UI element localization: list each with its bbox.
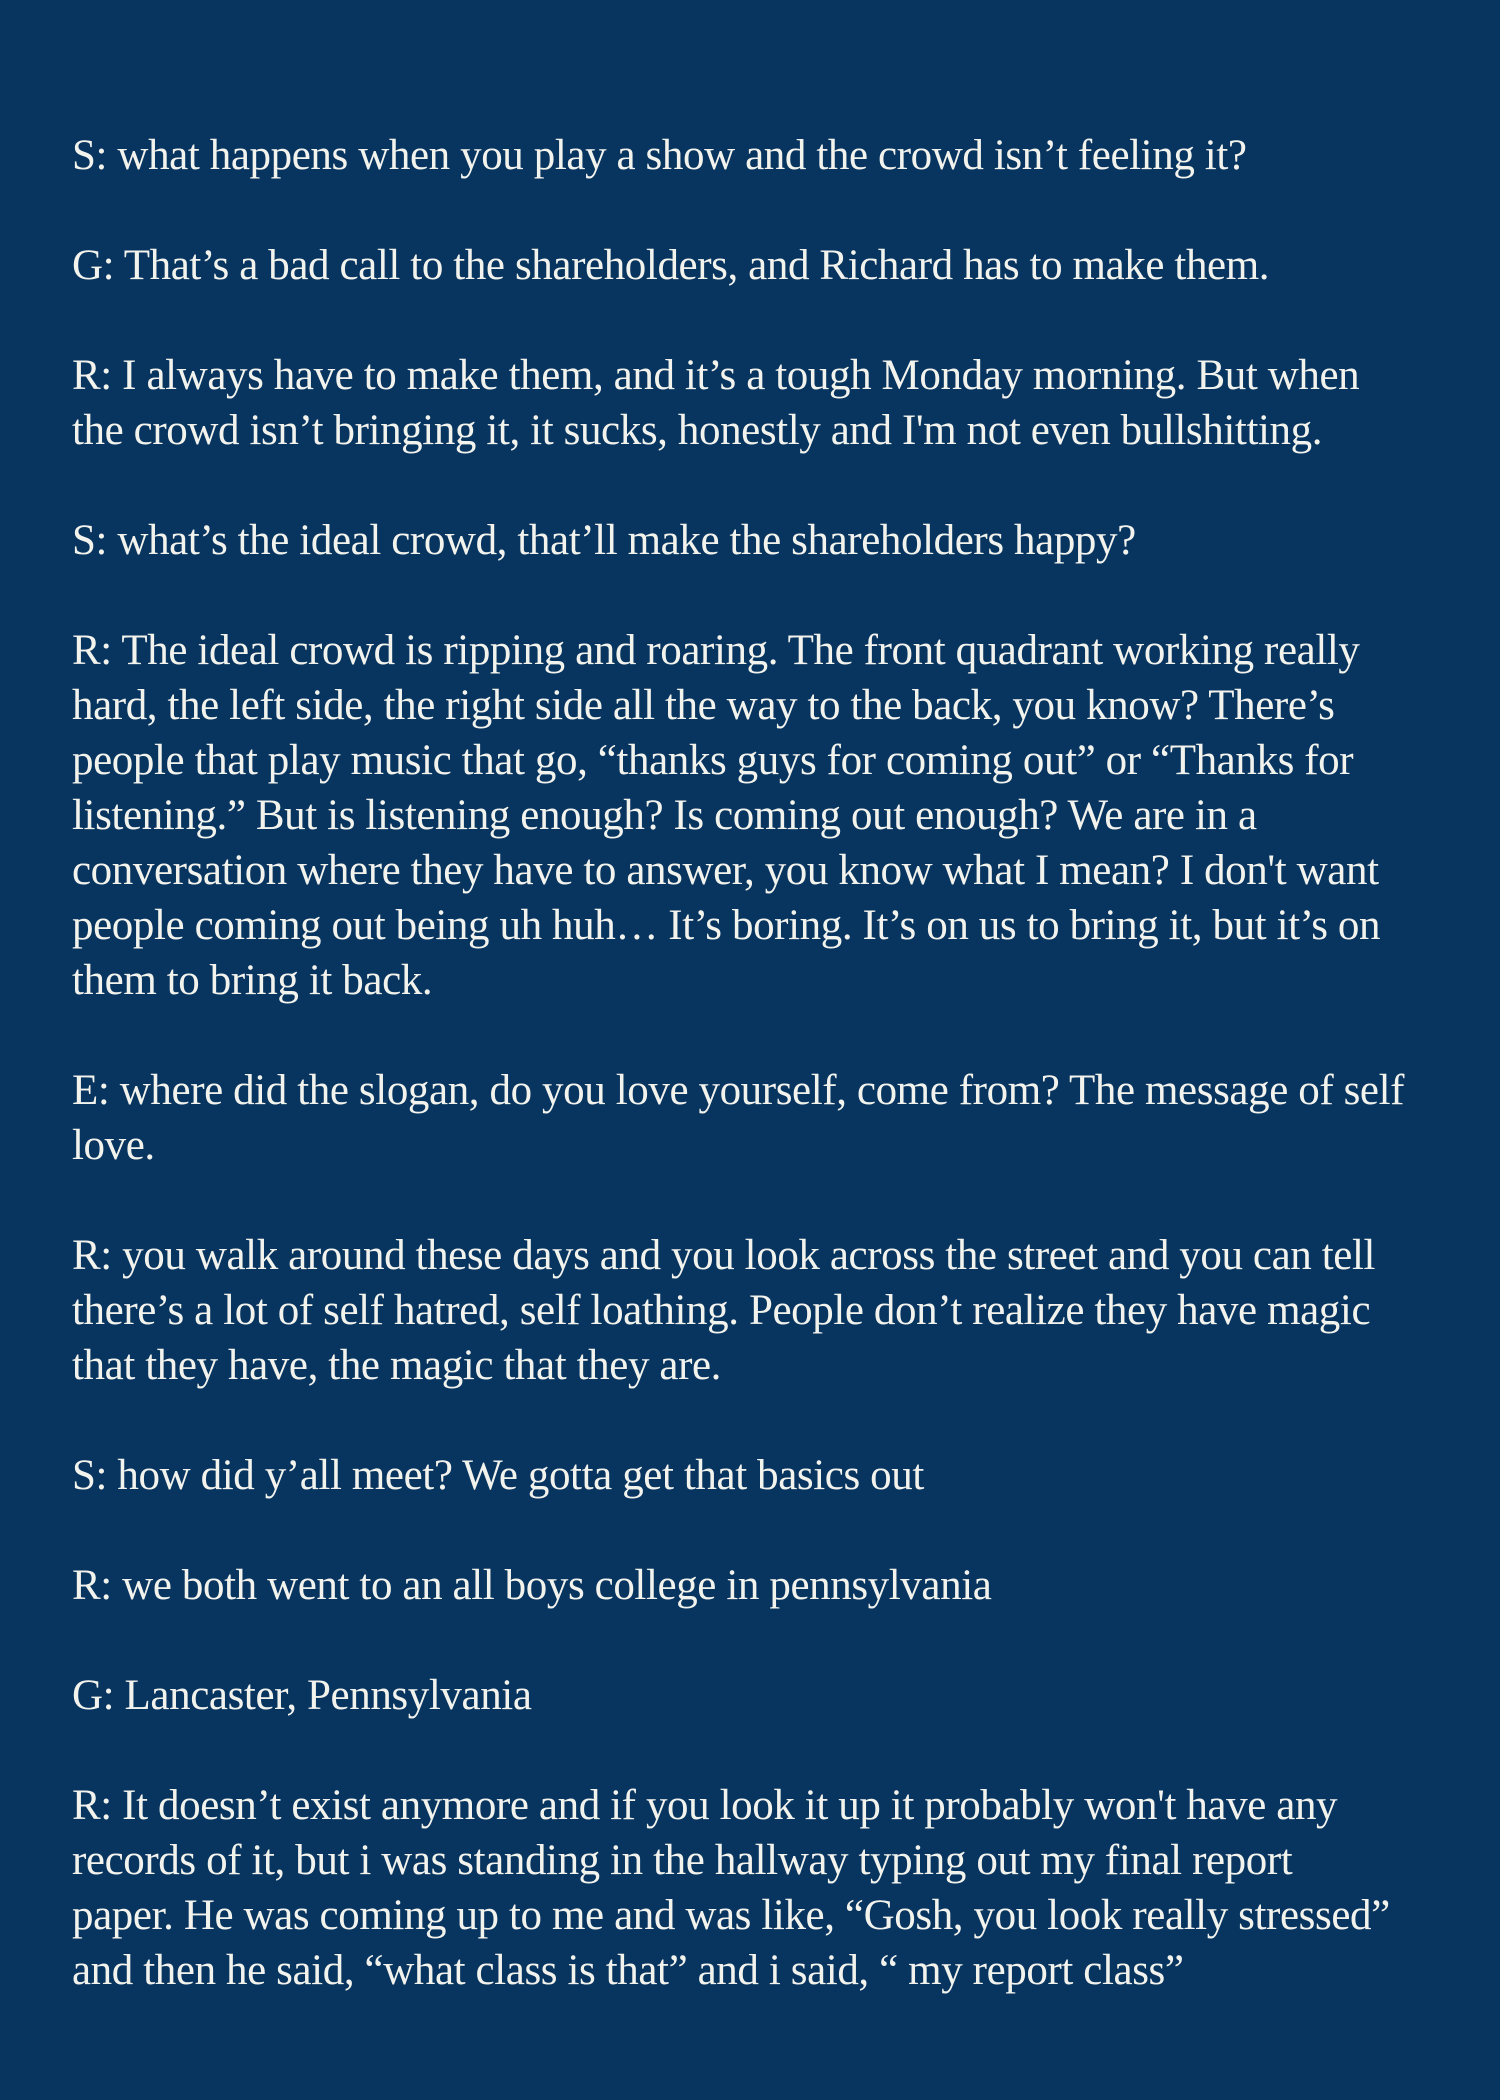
transcript-line: G: Lancaster, Pennsylvania [72,1672,532,1719]
transcript-line: S: how did y’all meet? We gotta get that basics out [72,1452,924,1499]
transcript-line: S: what happens when you play a show and the crowd isn’t feeling it? [72,132,1247,179]
transcript-line: G: That’s a bad call to the shareholders, and Richard has to make them. [72,242,1270,289]
transcript-line: R: we both went to an all boys college in pennsylvania [72,1562,992,1609]
transcript-line: S: what’s the ideal crowd, that’ll make the shareholders happy? [72,517,1136,564]
transcript-line: R: The ideal crowd is ripping and roaring. The front quadrant working really hard, the left side, the right side all the way to the back, you know? There’s people that play music that go, “thanks guys for coming out” or “Thanks for listening.” But is listening enough? Is coming out enough? We are in a conversation where they have to answer, you know what I mean? I don't want people coming out being uh huh… It’s boring. It’s on us to bring it, but it’s on them to bring it back. [72,627,1381,1004]
transcript-line: E: where did the slogan, do you love yourself, come from? The message of self love. [72,1067,1405,1169]
transcript-line: R: I always have to make them, and it’s a tough Monday morning. But when the crowd isn’t bringing it, it sucks, honestly and I'm not even bullshitting. [72,352,1360,454]
transcript-line: R: It doesn’t exist anymore and if you look it up it probably won't have any records of it, but i was standing in the hallway typing out my final report paper. He was coming up to me and was like, “Gosh, you look really stressed” and then he said, “what class is that” and i said, “ my report class” [72,1782,1390,1994]
transcript-line: R: you walk around these days and you look across the street and you can tell there’s a lot of self hatred, self loathing. People don’t realize they have magic that they have, the magic that they are. [72,1232,1376,1389]
